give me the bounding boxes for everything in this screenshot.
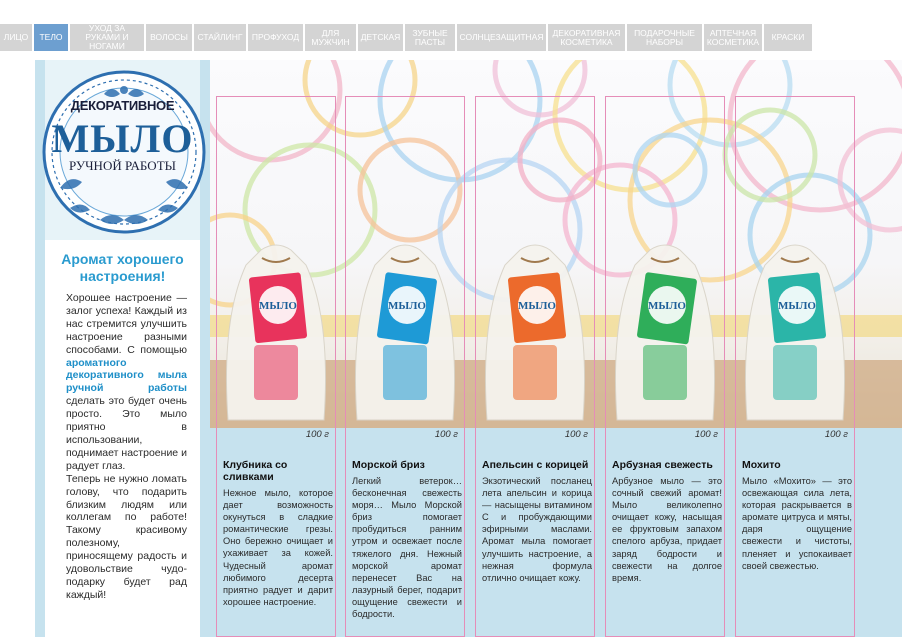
- tag-label-text: МЫЛО: [778, 300, 816, 312]
- nav-item[interactable]: ЛИЦО: [0, 24, 32, 51]
- product-title: Морской бриз: [352, 459, 425, 471]
- intro-header: [45, 60, 200, 240]
- product-title: Арбузная свежесть: [612, 459, 713, 471]
- tag-label-text: МЫЛО: [648, 300, 686, 312]
- nav-item[interactable]: ПРОФУХОД: [248, 24, 303, 51]
- nav-item[interactable]: КРАСКИ: [764, 24, 812, 51]
- product-weight: 100 г: [434, 429, 458, 440]
- nav-item[interactable]: ДЕТСКАЯ: [358, 24, 403, 51]
- intro-text-highlight: ароматного декоративного мыла ручной работы: [66, 356, 187, 395]
- nav-item[interactable]: ДЕКОРАТИВНАЯ КОСМЕТИКА: [548, 24, 625, 51]
- seal-text-decorative: ДЕКОРАТИВНОЕ: [70, 98, 175, 113]
- product-card: [345, 96, 465, 637]
- nav-item[interactable]: УХОД ЗА РУКАМИ И НОГАМИ: [70, 24, 144, 51]
- tag-label-text: МЫЛО: [388, 300, 426, 312]
- product-weight: 100 г: [564, 429, 588, 440]
- nav-item[interactable]: СОЛНЦЕЗАЩИТНАЯ: [457, 24, 546, 51]
- product-description: Нежное мыло, которое дает возможность окунуться в сладкие романтические грезы. Оно бережно очищает и ухаживает за кожей. Чудесный аромат любимого десерта приятно радует и дарит хорошее настроение.: [223, 488, 333, 607]
- products-area: [210, 60, 902, 637]
- nav-item[interactable]: АПТЕЧНАЯ КОСМЕТИКА: [704, 24, 762, 51]
- product-description: Арбузное мыло — это сочный свежий аромат! Мыло великолепно очищает кожу, насыщая ее фруктовым запахом спелого арбуза, придает заряд бодрости и свежести на долгое время.: [612, 476, 722, 583]
- product-title: Мохито: [742, 459, 781, 471]
- nav-item[interactable]: ЗУБНЫЕ ПАСТЫ: [405, 24, 455, 51]
- seal-text-soap: МЫЛО: [51, 116, 194, 161]
- nav-item[interactable]: ВОЛОСЫ: [146, 24, 192, 51]
- product-weight: 100 г: [305, 429, 329, 440]
- product-card: [216, 96, 336, 637]
- product-weight: 100 г: [694, 429, 718, 440]
- category-nav: [0, 24, 902, 51]
- intro-text-paragraph: Теперь не нужно ломать голову, что подарить близким людям или коллегам по работе! Такому красивому полезному, приносящему радость и удовольствие чудо-подарку будет рад каждый!: [66, 472, 187, 601]
- nav-item[interactable]: ТЕЛО: [34, 24, 68, 51]
- tag-label-text: МЫЛО: [518, 300, 556, 312]
- product-description: Экзотический посланец лета апельсин и корица — насыщены витамином С и пробуждающими эфирными маслами. Аромат мыла помогает улучшить настроение, а нежная формула отлично очищает кожу.: [482, 476, 592, 583]
- product-title: Клубника со сливками: [223, 459, 288, 483]
- product-title: Апельсин с корицей: [482, 459, 589, 471]
- product-description: Мыло «Мохито» — это освежающая сила лета, которая раскрывается в аромате цитруса и мяты, даря ощущение свежести и чистоты, пленяет и успокаивает своей свежестью.: [742, 476, 852, 571]
- seal-text-handmade: РУЧНОЙ РАБОТЫ: [69, 158, 176, 173]
- intro-title: Аромат хорошего настроения!: [61, 251, 184, 284]
- product-card: [735, 96, 855, 637]
- intro-text-part: сделать это будет очень просто. Это мыло приятно в использовании, поднимает настроение и радует глаз.: [66, 395, 187, 472]
- intro-text: [66, 292, 187, 602]
- tag-label-text: МЫЛО: [259, 300, 297, 312]
- product-weight: 100 г: [824, 429, 848, 440]
- intro-text-part: Хорошее настроение — залог успеха! Каждый из нас стремится улучшить настроение разными способами. С помощью: [66, 292, 187, 356]
- nav-item[interactable]: ПОДАРОЧНЫЕ НАБОРЫ: [627, 24, 702, 51]
- product-card: [475, 96, 595, 637]
- product-card: [605, 96, 725, 637]
- product-description: Легкий ветерок…бесконечная свежесть моря… Мыло Морской бриз помогает пробудиться ранним утром и освежает после тяжелого дня. Нежный морской аромат перенесет Вас на лазурный берег, подарит ощущение свежести и бодрости.: [352, 476, 462, 620]
- nav-item[interactable]: ДЛЯ МУЖЧИН: [305, 24, 356, 51]
- intro-column: [35, 60, 210, 637]
- nav-item[interactable]: СТАЙЛИНГ: [194, 24, 246, 51]
